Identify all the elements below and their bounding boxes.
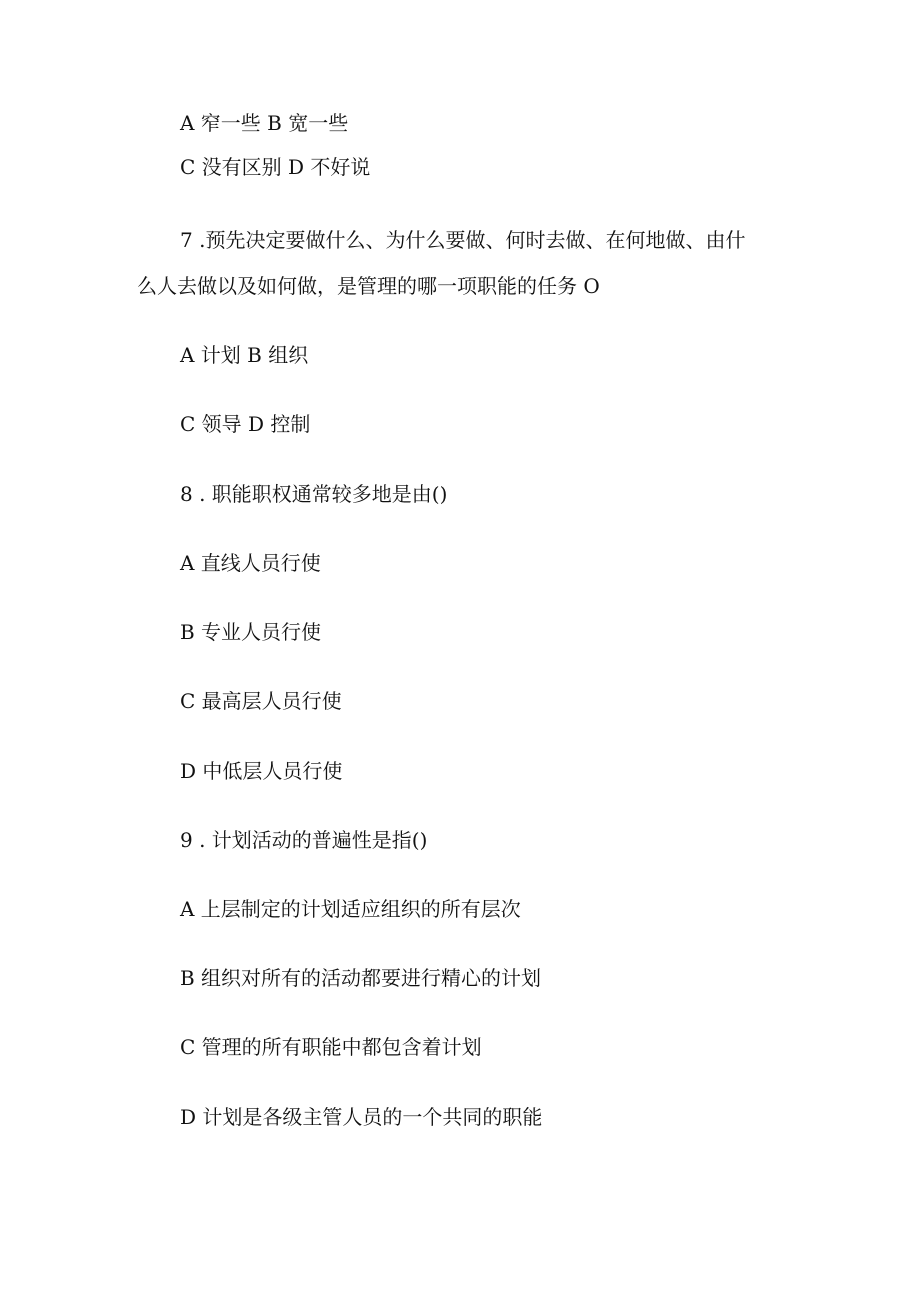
q8-option-d: D 中低层人员行使: [180, 759, 343, 783]
q8-option-b: B 专业人员行使: [180, 620, 322, 644]
q7-stem-line-2: 么人去做以及如何做，是管理的哪一项职能的任务 O: [137, 274, 600, 298]
q9-option-c: C 管理的所有职能中都包含着计划: [180, 1035, 482, 1059]
q9-option-b: B 组织对所有的活动都要进行精心的计划: [180, 966, 542, 990]
q8-option-a: A 直线人员行使: [180, 551, 321, 575]
q8-option-c: C 最高层人员行使: [180, 689, 342, 713]
q8-stem-line-1: 8 . 职能职权通常较多地是由(): [180, 482, 448, 506]
q7-option-line-1: A 计划 B 组织: [180, 343, 309, 367]
q7-stem-line-1: 7 .预先决定要做什么、为什么要做、何时去做、在何地做、由什: [180, 228, 746, 252]
q7-option-line-2: C 领导 D 控制: [180, 412, 311, 436]
q9-option-a: A 上层制定的计划适应组织的所有层次: [180, 897, 521, 921]
q6-option-line-1: A 窄一些 B 宽一些: [180, 111, 349, 135]
q9-option-d: D 计划是各级主管人员的一个共同的职能: [180, 1105, 543, 1129]
q9-stem-line-1: 9 . 计划活动的普遍性是指(): [180, 828, 428, 852]
q6-option-line-2: C 没有区别 D 不好说: [180, 155, 371, 179]
